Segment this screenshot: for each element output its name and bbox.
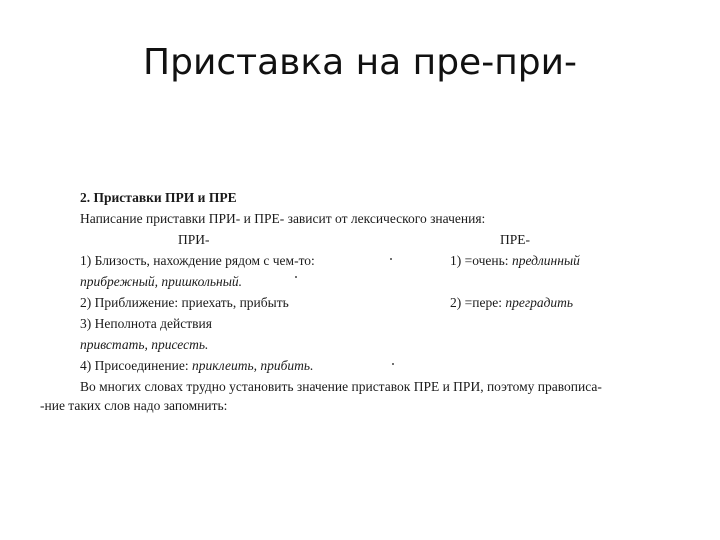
pri-item-1: 1) Близость, нахождение рядом с чем-то: xyxy=(80,253,315,268)
scan-speck xyxy=(392,363,394,365)
pre-item-2 xyxy=(450,295,573,311)
scan-speck xyxy=(390,258,392,260)
pri-item-1-examples: прибрежный, пришкольный. xyxy=(80,274,242,289)
scanned-text-image xyxy=(40,188,680,418)
scan-intro: Написание приставки ПРИ- и ПРЕ- зависит от лексического значения: xyxy=(80,211,486,226)
pre-item-1-example: предлинный xyxy=(511,253,580,268)
scan-footer-line-1: Во многих словах трудно установить значение приставок ПРЕ и ПРИ, поэтому правописа- xyxy=(80,379,602,394)
scan-heading: 2. Приставки ПРИ и ПРЕ xyxy=(80,190,237,205)
pre-item-1-label: 1) =очень: xyxy=(450,253,509,268)
scan-speck xyxy=(295,276,297,278)
pri-item-4 xyxy=(80,358,313,374)
pre-item-1 xyxy=(450,253,580,269)
pri-item-3-examples: привстать, присесть. xyxy=(80,337,209,352)
pre-item-2-example: преградить xyxy=(505,295,574,310)
pre-item-2-label: 2) =пере: xyxy=(450,295,502,310)
col-pre-header: ПРЕ- xyxy=(500,232,530,247)
pri-item-4-examples: приклеить, прибить. xyxy=(191,358,314,373)
col-pri-header: ПРИ- xyxy=(178,232,210,247)
pri-item-3: 3) Неполнота действия xyxy=(80,316,212,331)
scan-footer-line-2: -ние таких слов надо запомнить: xyxy=(40,398,228,413)
slide-title: Приставка на пре-при- xyxy=(143,42,577,83)
pri-item-2: 2) Приближение: приехать, прибыть xyxy=(80,295,289,310)
pri-item-4-label: 4) Присоединение: xyxy=(80,358,189,373)
